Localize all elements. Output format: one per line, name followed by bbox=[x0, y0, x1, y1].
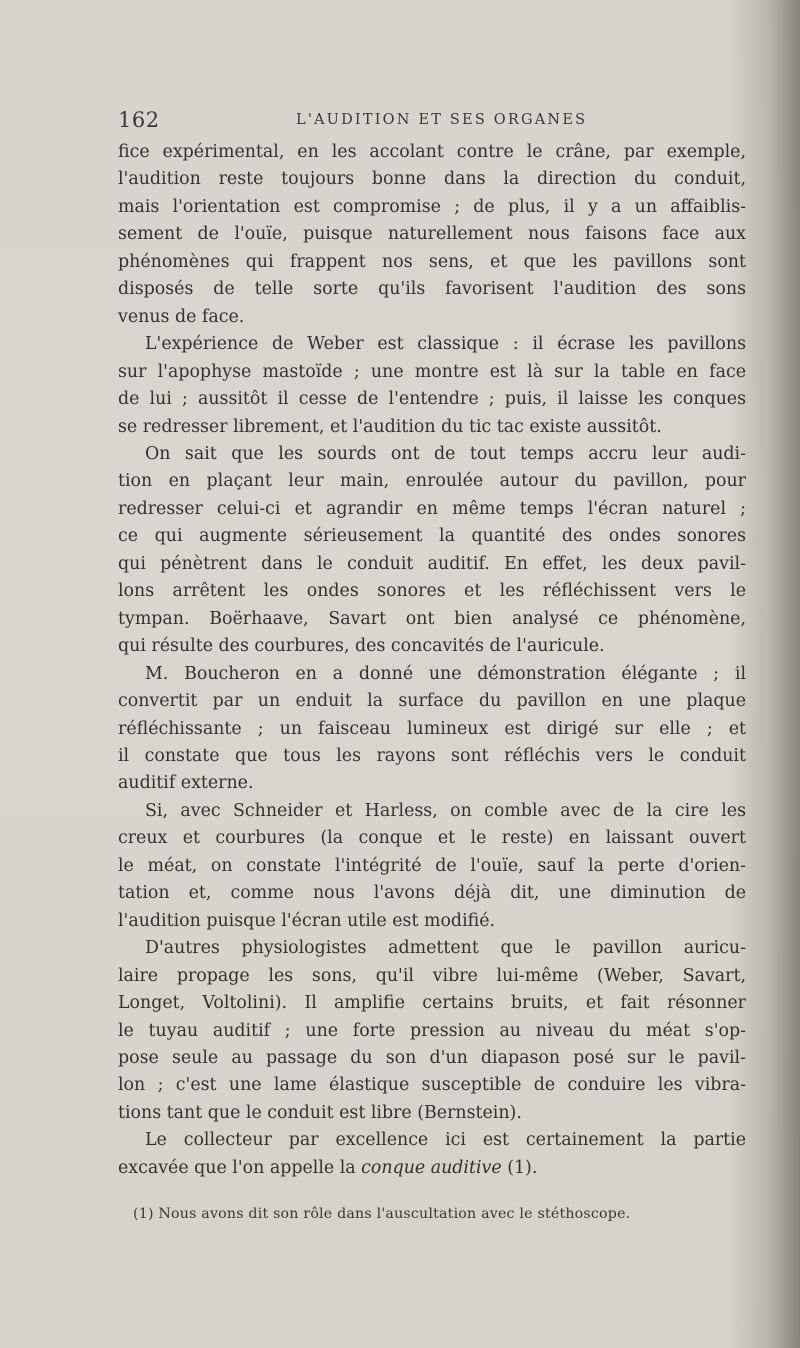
text-line: l'audition puisque l'écran utile est modifié. bbox=[118, 910, 496, 931]
text-line: sur l'apophyse mastoïde ; une montre est là sur la table en face bbox=[118, 361, 746, 382]
text-line: le méat, on constate l'intégrité de l'ouïe, sauf la perte d'orien- bbox=[118, 855, 746, 876]
text-line: l'audition reste toujours bonne dans la direction du conduit, bbox=[118, 169, 746, 190]
text-line: pose seule au passage du son d'un diapason posé sur le pavil- bbox=[118, 1047, 746, 1068]
text-line: lon ; c'est une lame élastique susceptible de conduire les vibra- bbox=[118, 1075, 746, 1096]
text-line: il constate que tous les rayons sont réfléchis vers le conduit bbox=[118, 745, 746, 766]
text-line: sement de l'ouïe, puisque naturellement nous faisons face aux bbox=[118, 224, 746, 245]
text-line: laire propage les sons, qu'il vibre lui-même (Weber, Savart, bbox=[118, 965, 746, 986]
paragraph-start: L'expérience de Weber est classique : il écrase les pavillons bbox=[145, 334, 746, 355]
footnote: (1) Nous avons dit son rôle dans l'auscultation avec le stéthoscope. bbox=[133, 1206, 631, 1222]
text-line: auditif externe. bbox=[118, 773, 254, 794]
text-line: Longet, Voltolini). Il amplifie certains bruits, et fait résonner bbox=[118, 993, 746, 1014]
text-line: convertit par un enduit la surface du pavillon en une plaque bbox=[118, 691, 746, 712]
body-text bbox=[118, 139, 746, 1182]
text-line: disposés de telle sorte qu'ils favorisent l'audition des sons bbox=[118, 279, 746, 300]
paragraph-start: Si, avec Schneider et Harless, on comble avec de la cire les bbox=[145, 800, 746, 821]
text-line: lons arrêtent les ondes sonores et les réfléchissent vers le bbox=[118, 581, 746, 602]
text-line: redresser celui-ci et agrandir en même temps l'écran naturel ; bbox=[118, 498, 746, 519]
final-line bbox=[118, 1155, 746, 1182]
text-line: tympan. Boërhaave, Savart ont bien analysé ce phénomène, bbox=[118, 608, 746, 629]
text-line: tation et, comme nous l'avons déjà dit, une diminution de bbox=[118, 883, 746, 904]
text-line: se redresser librement, et l'audition du tic tac existe aussitôt. bbox=[118, 416, 662, 437]
text-line: réfléchissante ; un faisceau lumineux est dirigé sur elle ; et bbox=[118, 718, 746, 739]
text-line: venus de face. bbox=[118, 306, 245, 327]
text-line: creux et courbures (la conque et le reste) en laissant ouvert bbox=[118, 828, 746, 849]
text-line: mais l'orientation est compromise ; de plus, il y a un affaiblis- bbox=[118, 196, 746, 217]
paragraph-start: On sait que les sourds ont de tout temps accru leur audi- bbox=[145, 443, 746, 464]
text-line: qui résulte des courbures, des concavités de l'auricule. bbox=[118, 636, 605, 657]
italic-term: conque auditive bbox=[361, 1157, 502, 1178]
text-line: qui pénètrent dans le conduit auditif. En effet, les deux pavil- bbox=[118, 553, 746, 574]
text-line: ce qui augmente sérieusement la quantité des ondes sonores bbox=[118, 526, 746, 547]
final-line-prefix: excavée que l'on appelle la bbox=[118, 1157, 362, 1178]
page-number: 162 bbox=[118, 108, 160, 132]
text-line: fice expérimental, en les accolant contre le crâne, par exemple, bbox=[118, 142, 746, 162]
text-line: tions tant que le conduit est libre (Bernstein). bbox=[118, 1102, 522, 1123]
header-title: L'AUDITION ET SES ORGANES bbox=[296, 112, 588, 128]
paragraph-start: M. Boucheron en a donné une démonstration élégante ; il bbox=[145, 663, 746, 684]
footnote-reference: (1). bbox=[501, 1157, 538, 1178]
text-line: phénomènes qui frappent nos sens, et que les pavillons sont bbox=[118, 251, 746, 272]
text-line: tion en plaçant leur main, enroulée autour du pavillon, pour bbox=[118, 471, 746, 492]
paragraph-start: Le collecteur par excellence ici est certainement la partie bbox=[145, 1130, 746, 1151]
running-head bbox=[118, 108, 758, 134]
text-line: le tuyau auditif ; une forte pression au niveau du méat s'op- bbox=[118, 1020, 746, 1041]
text-line: de lui ; aussitôt il cesse de l'entendre ; puis, il laisse les conques bbox=[118, 389, 746, 410]
paragraph-start: D'autres physiologistes admettent que le pavillon auricu- bbox=[145, 938, 746, 959]
